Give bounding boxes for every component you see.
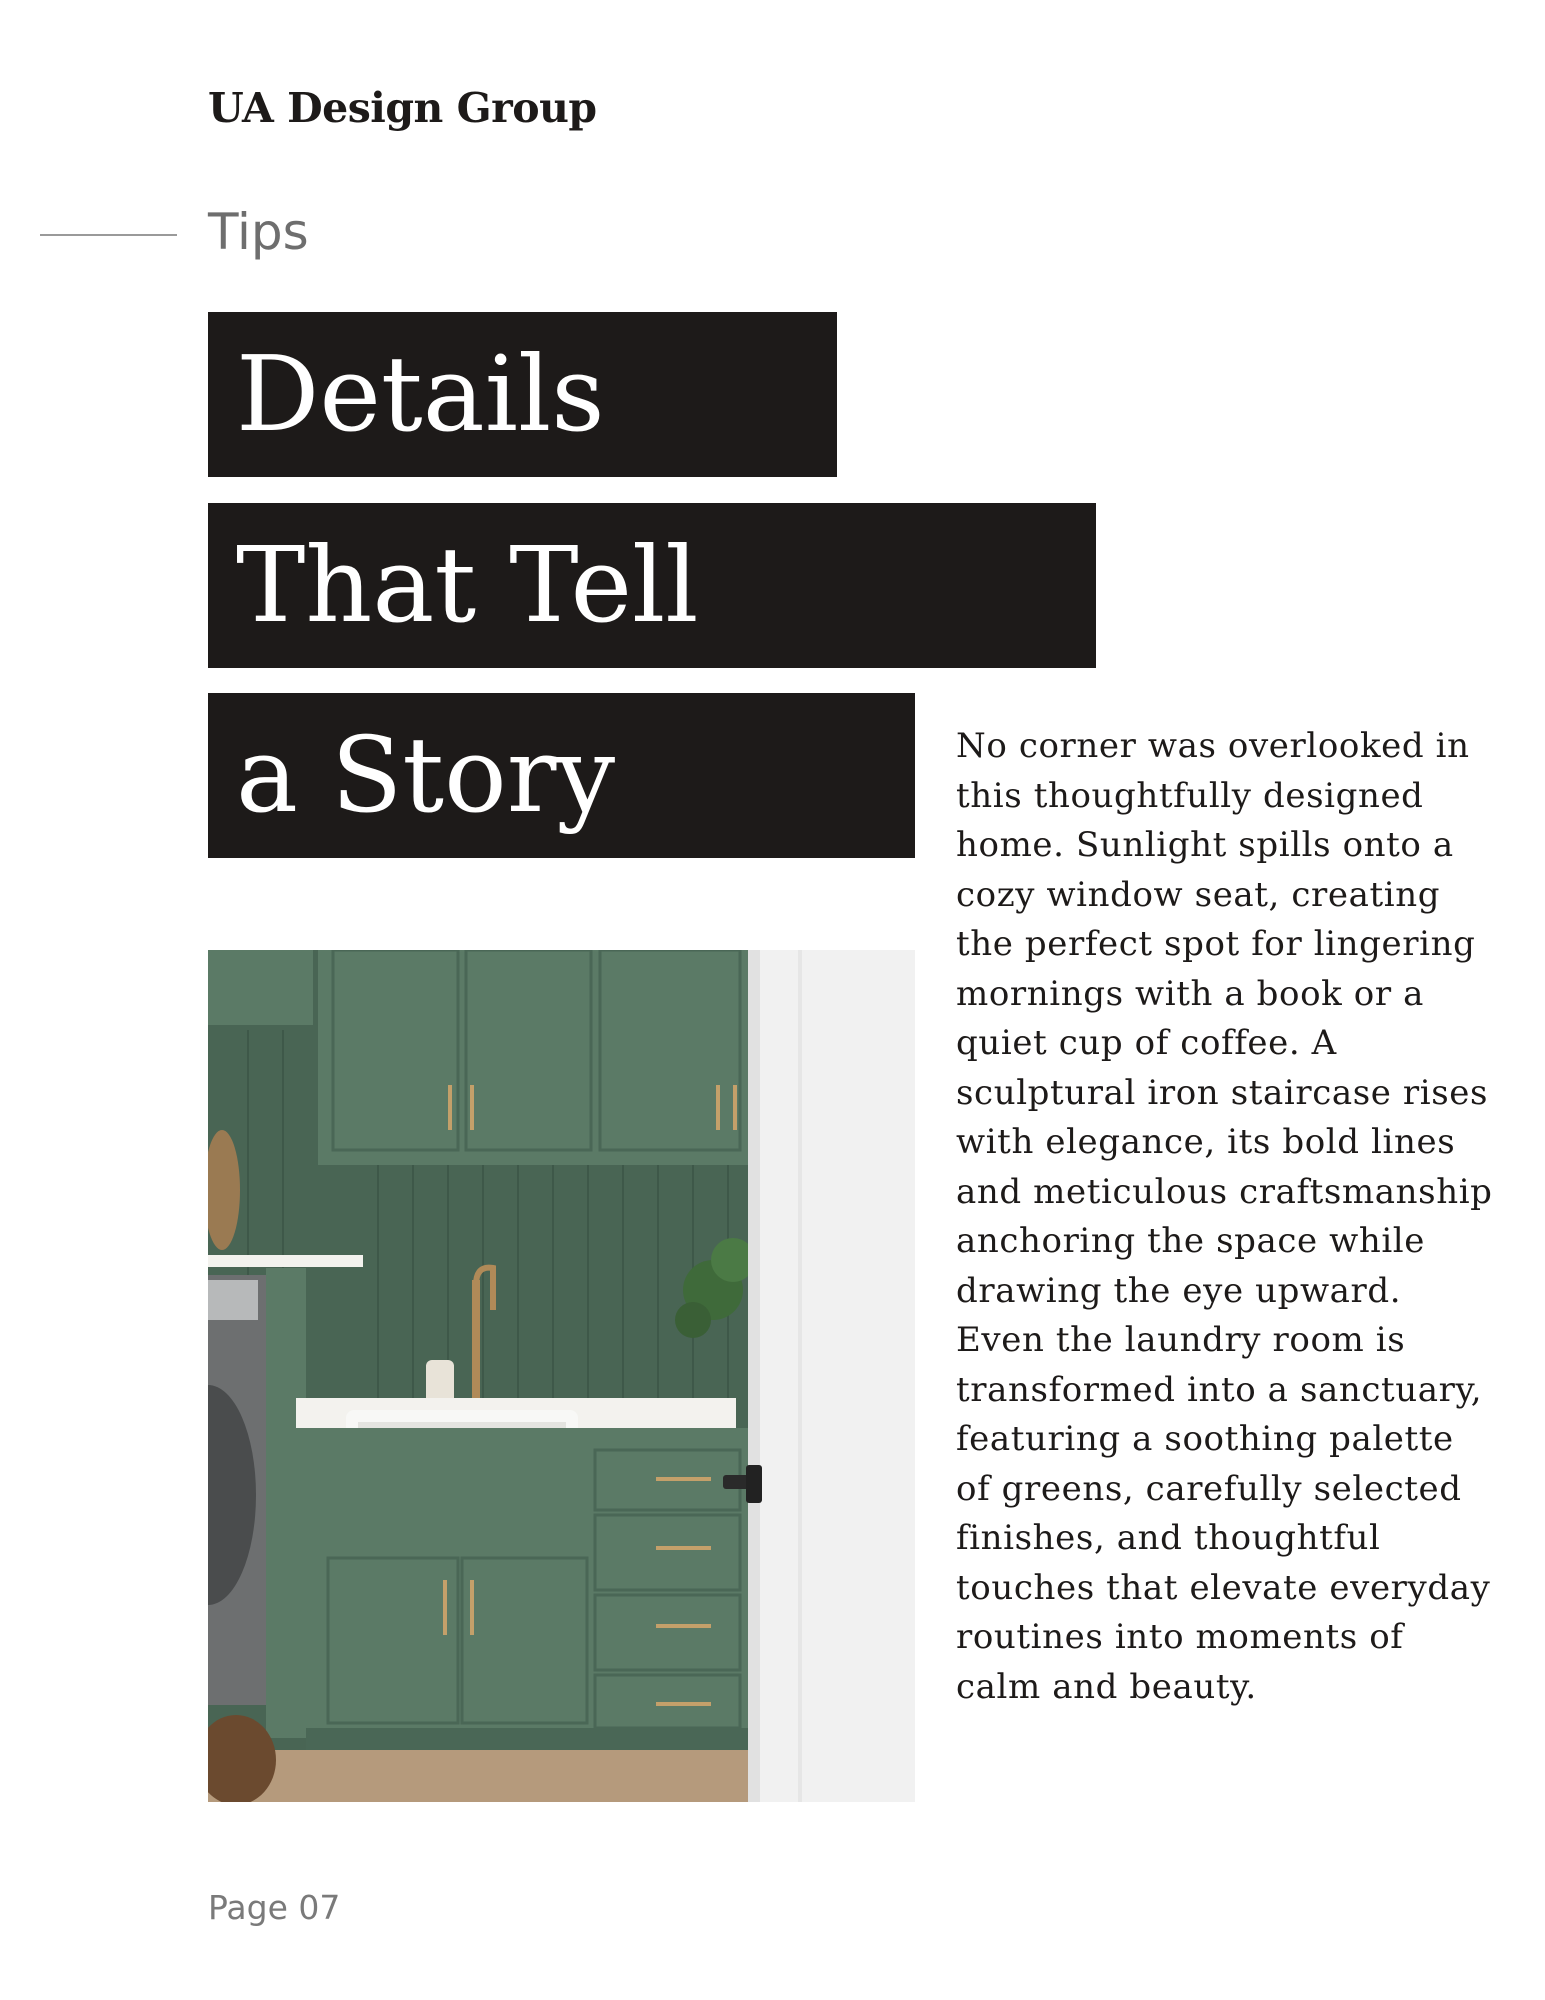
brand-name: UA Design Group bbox=[208, 84, 597, 132]
section-label: Tips bbox=[208, 203, 309, 261]
title-line-2: That Tell bbox=[208, 503, 1096, 668]
title-line-1: Details bbox=[208, 312, 837, 477]
title-line-3: a Story bbox=[208, 693, 915, 858]
body-paragraph: No corner was overlooked in this thoughtfully designed home. Sunlight spills onto a cozy window seat, creating the perfect spot for lingering mornings with a book or a quiet cup of coffee. A sculptural iron staircase rises with elegance, its bold lines and meticulous craftsmanship anchoring the space while drawing the eye upward. Even the laundry room is transformed into a sanctuary, featuring a soothing palette of greens, carefully selected finishes, and thoughtful touches that elevate everyday routines into moments of calm and beauty. bbox=[956, 726, 1493, 1707]
laundry-room-photo bbox=[208, 950, 915, 1802]
page-number: Page 07 bbox=[208, 1888, 341, 1927]
section-divider-line bbox=[40, 234, 177, 236]
